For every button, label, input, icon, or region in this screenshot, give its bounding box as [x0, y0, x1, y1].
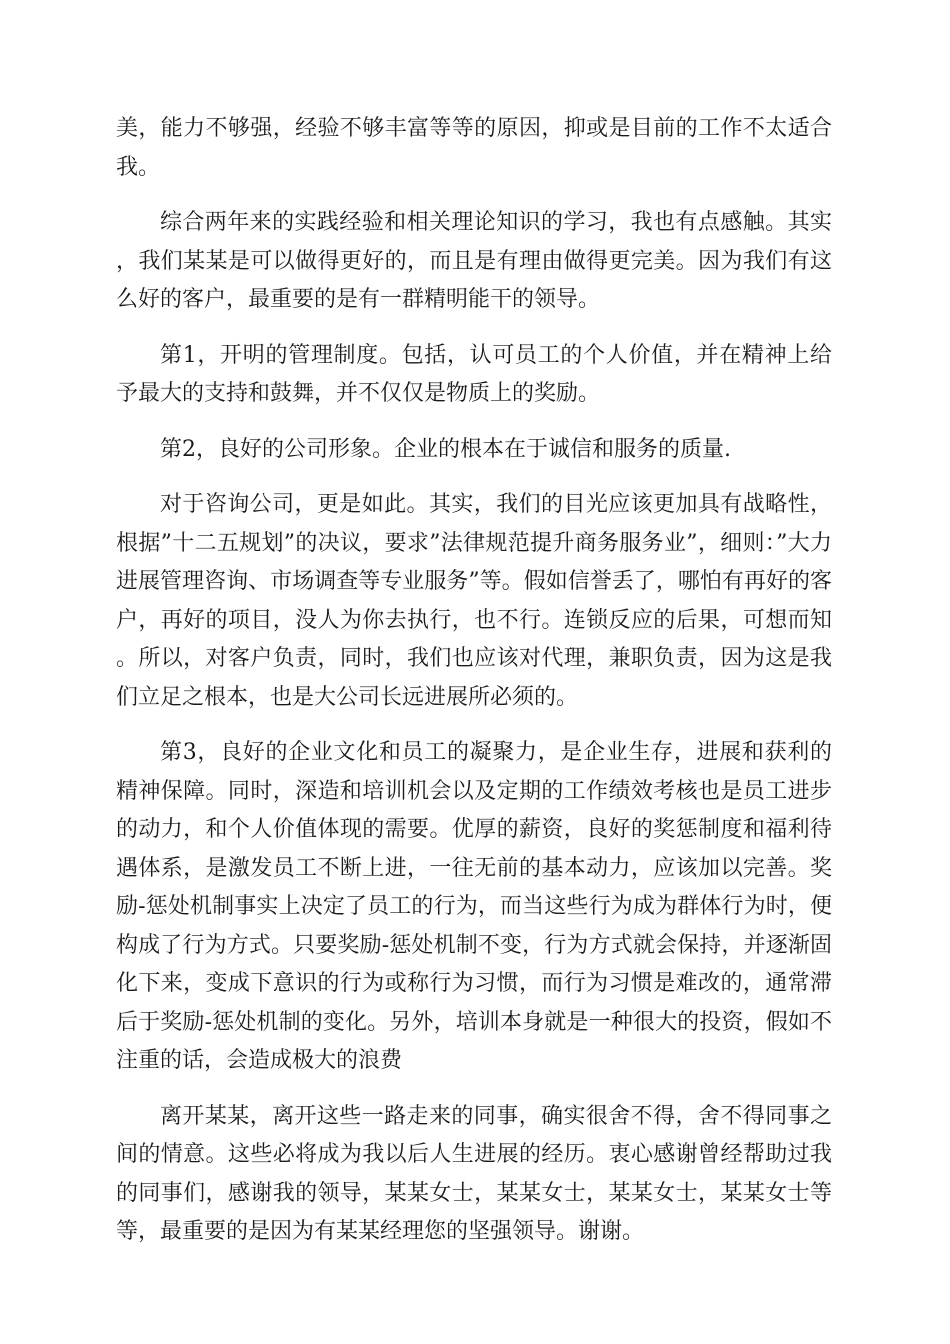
paragraph-farewell: 离开某某，离开这些一路走来的同事，确实很舍不得，舍不得同事之间的情意。这些必将成为我以后人生进展的经历。衷心感谢曾经帮助过我的同事们，感谢我的领导，某某女士，某某女士，某某女士，某某女士等等，最重要的是因为有某某经理您的坚强领导。谢谢。	[116, 1103, 832, 1244]
paragraph-reflection: 综合两年来的实践经验和相关理论知识的学习，我也有点感触。其实，我们某某是可以做得更好的，而且是有理由做得更完美。因为我们有这么好的客户，最重要的是有一群精明能干的领导。	[116, 210, 832, 312]
paragraph-point-3: 第3，良好的企业文化和员工的凝聚力，是企业生存，进展和获利的精神保障。同时，深造和培训机会以及定期的工作绩效考核也是员工进步的动力，和个人价值体现的需要。优厚的薪资，良好的奖惩制度和福利待遇体系，是激发员工不断上进，一往无前的基本动力，应该加以完善。奖励-惩处机制事实上决定了员工的行为，而当这些行为成为群体行为时，便构成了行为方式。只要奖励-惩处机制不变，行为方式就会保持，并逐渐固化下来，变成下意识的行为或称行为习惯，而行为习惯是难改的，通常滞后于奖励-惩处机制的变化。另外，培训本身就是一种很大的投资，假如不注重的话，会造成极大的浪费	[116, 740, 832, 1073]
paragraph-consulting: 对于咨询公司，更是如此。其实，我们的目光应该更加具有战略性，根据”十二五规划”的决议，要求”法律规范提升商务服务业”，细则：”大力进展管理咨询、市场调查等专业服务”等。假如信誉丢了，哪怕有再好的客户，再好的项目，没人为你去执行，也不行。连锁反应的后果，可想而知。所以，对客户负责，同时，我们也应该对代理，兼职负责，因为这是我们立足之根本，也是大公司长远进展所必须的。	[116, 492, 832, 710]
document-body	[116, 110, 832, 1269]
paragraph-point-1: 第1，开明的管理制度。包括，认可员工的个人价值，并在精神上给予最大的支持和鼓舞，并不仅仅是物质上的奖励。	[116, 342, 832, 406]
paragraph-point-2: 第2，良好的公司形象。企业的根本在于诚信和服务的质量.	[160, 436, 731, 462]
paragraph-continuation: 美，能力不够强，经验不够丰富等等的原因，抑或是目前的工作不太适合我。	[116, 116, 832, 180]
